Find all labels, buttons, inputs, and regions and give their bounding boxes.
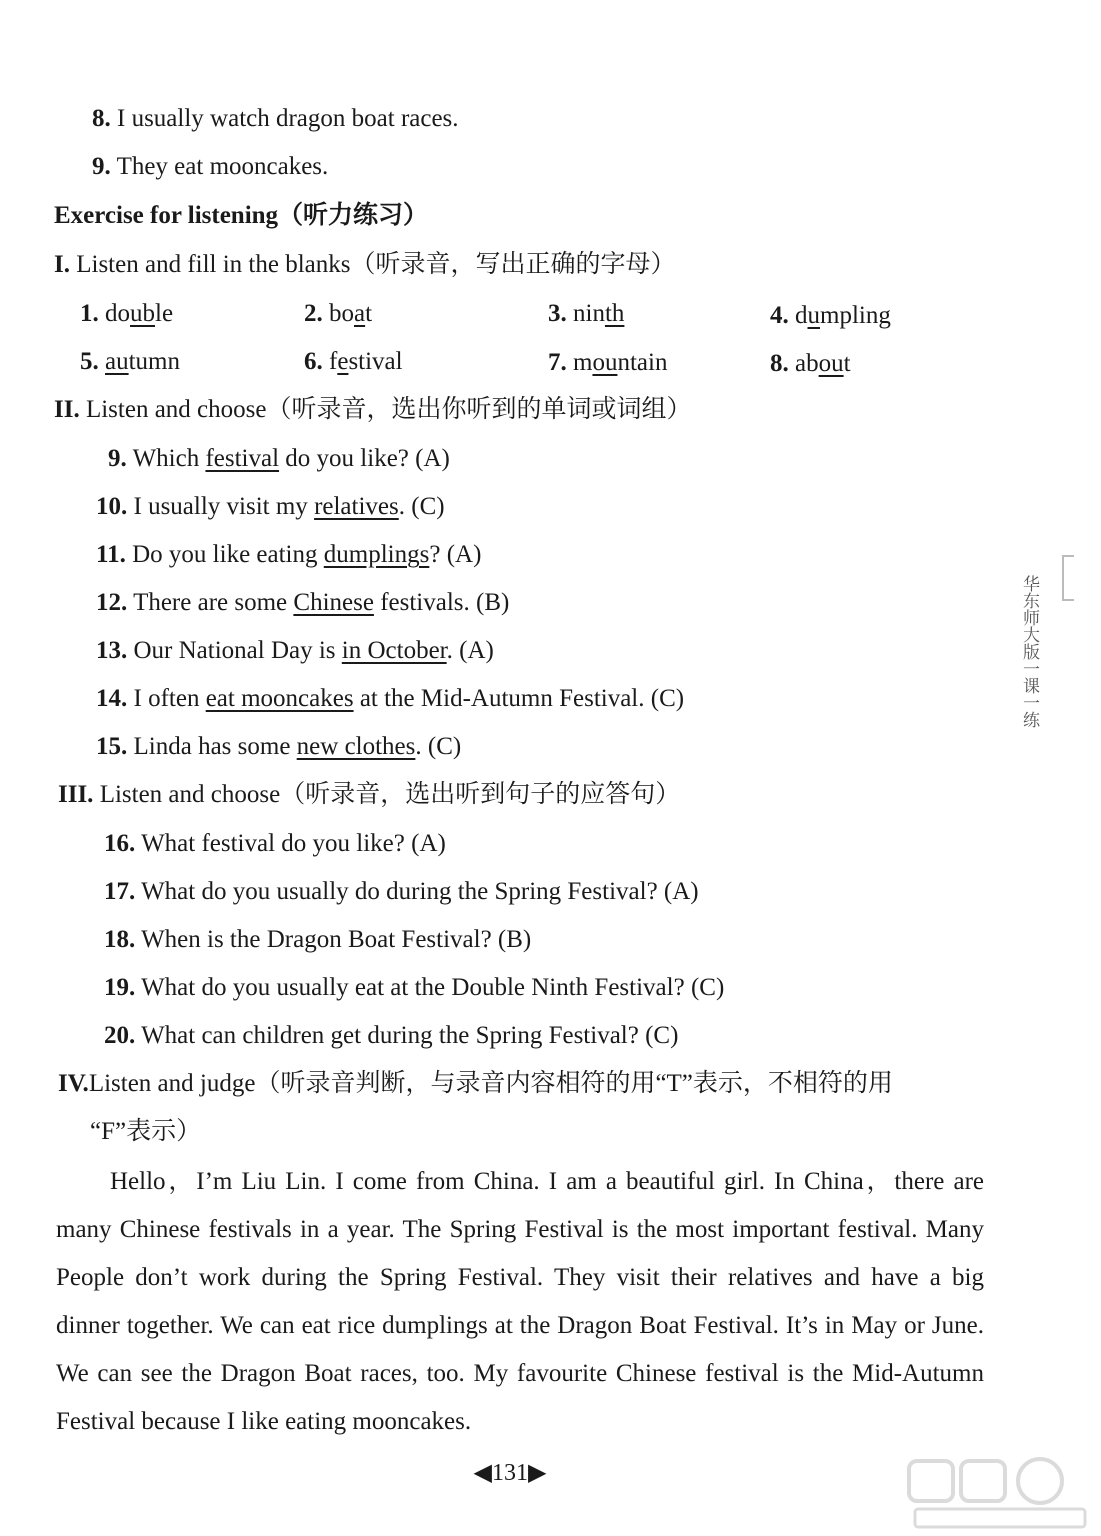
answer-letters: e: [337, 348, 349, 375]
item-number: 4.: [770, 302, 789, 329]
word-pre: nin: [573, 300, 605, 327]
choose-item-14: [96, 684, 684, 714]
item-text: What do you usually eat at the Double Ninth Festival? (C): [141, 974, 725, 1001]
item-number: 12.: [96, 589, 128, 616]
choose-item-9: [108, 444, 450, 474]
fill-item-1: [80, 299, 173, 329]
item-text: What festival do you like? (A): [141, 830, 446, 857]
part4-heading-text: Listen and judge（听录音判断，与录音内容相符的用“T”表示，不相符的用: [88, 1070, 893, 1097]
sentence-pre: I often: [133, 685, 206, 712]
item-number: 9.: [92, 153, 111, 180]
sentence-post: . (A): [446, 637, 494, 664]
listening-passage: [56, 1158, 984, 1446]
part1-heading: [54, 250, 676, 280]
part3-heading-number: III.: [58, 781, 94, 808]
item-number: 19.: [104, 974, 136, 1001]
word-pre: ab: [795, 350, 819, 377]
item-number: 6.: [304, 348, 323, 375]
heard-word: dumplings: [323, 541, 430, 568]
item-text: I usually watch dragon boat races.: [117, 105, 459, 132]
word-post: ntain: [617, 349, 668, 376]
word-post: t: [365, 300, 373, 327]
heard-word: relatives: [314, 493, 399, 520]
heard-word: in October: [341, 637, 447, 664]
part3-heading: [58, 780, 680, 810]
sentence-post: at the Mid-Autumn Festival. (C): [353, 685, 685, 712]
word-post: le: [155, 300, 174, 327]
part1-heading-text: Listen and fill in the blanks（听录音，写出正确的字母）: [76, 251, 676, 278]
word-pre: do: [105, 300, 130, 327]
item-number: 16.: [104, 830, 136, 857]
word-pre: d: [795, 302, 808, 329]
item-number: 11.: [96, 541, 126, 568]
part2-heading-number: II.: [54, 396, 80, 423]
part2-heading-text: Listen and choose（听录音，选出你听到的单词或词组）: [85, 396, 692, 423]
answer-letters: au: [105, 348, 129, 375]
part1-heading-number: I.: [54, 251, 70, 278]
item-number: 14.: [96, 685, 128, 712]
choose-item-15: [96, 732, 461, 762]
fill-item-5: [80, 347, 180, 377]
page-number: ◀131▶: [473, 1460, 547, 1486]
item-number: 9.: [108, 445, 127, 472]
heard-word: Chinese: [293, 589, 374, 616]
sentence-post: ? (A): [429, 541, 482, 568]
fill-item-7: [548, 348, 667, 378]
item-number: 5.: [80, 348, 99, 375]
part4-heading-number: IV.: [58, 1070, 89, 1097]
item-number: 20.: [104, 1022, 136, 1049]
sentence-pre: There are some: [133, 589, 294, 616]
item-number: 13.: [96, 637, 128, 664]
choose-item-13: [96, 636, 494, 666]
answer-letters: a: [354, 300, 366, 327]
item-number: 7.: [548, 349, 567, 376]
answer-letters: u: [807, 302, 820, 329]
word-pre: bo: [329, 300, 354, 327]
sentence-post: festivals. (B): [373, 589, 510, 616]
word-pre: m: [573, 349, 593, 376]
answer-letters: ub: [130, 300, 155, 327]
heard-word: new clothes: [296, 733, 416, 760]
item-text: What do you usually do during the Spring Festival? (A): [141, 878, 699, 905]
intro-line-9: [92, 152, 328, 182]
item-number: 8.: [92, 105, 111, 132]
part4-heading: [58, 1069, 893, 1099]
item-text: They eat mooncakes.: [116, 153, 329, 180]
heard-word: festival: [205, 445, 280, 472]
part2-heading: [54, 395, 691, 425]
intro-line-8: [92, 104, 459, 134]
fill-item-2: [304, 299, 372, 329]
word-post: mpling: [820, 302, 891, 329]
choose-item-11: [96, 540, 481, 570]
item-number: 1.: [80, 300, 99, 327]
response-item-17: [104, 877, 699, 907]
word-pre: f: [329, 348, 338, 375]
passage-text: Hello，I’m Liu Lin. I come from China. I am a beautiful girl. In China，there are many Chinese festivals in a year. The Spring Festival is the most important festival. Many People don’t work during the Spring Festival. They visit their relatives and have a big dinner together. We can eat rice dumplings at the Dragon Boat Festival. It’s in May or June. We can see the Dragon Boat races, too. My favourite Chinese festival is the Mid-Autumn Festival because I like eating mooncakes.: [56, 1168, 984, 1435]
choose-item-10: [96, 492, 445, 522]
item-number: 10.: [96, 493, 128, 520]
fill-item-8: [770, 349, 851, 379]
edge-tab-marker: [1062, 555, 1074, 601]
watermark-logo-icon: [905, 1455, 1095, 1533]
item-text: When is the Dragon Boat Festival? (B): [141, 926, 532, 953]
answer-letters: ou: [592, 349, 618, 376]
item-number: 8.: [770, 350, 789, 377]
choose-item-12: [96, 588, 509, 618]
response-item-20: [104, 1021, 678, 1051]
word-post: tumn: [128, 348, 181, 375]
item-text: What can children get during the Spring Festival? (C): [141, 1022, 679, 1049]
section-title: Exercise for listening（听力练习）: [54, 202, 429, 229]
item-number: 3.: [548, 300, 567, 327]
response-item-18: [104, 925, 531, 955]
sentence-post: do you like? (A): [279, 445, 450, 472]
sentence-pre: Do you like eating: [132, 541, 324, 568]
sentence-post: . (C): [415, 733, 462, 760]
sentence-pre: I usually visit my: [133, 493, 315, 520]
side-series-label: 华东师大版一课一练: [1019, 575, 1039, 728]
item-number: 18.: [104, 926, 136, 953]
item-number: 17.: [104, 878, 136, 905]
item-number: 15.: [96, 733, 128, 760]
answer-letters: th: [604, 300, 625, 327]
word-post: t: [843, 350, 851, 377]
word-post: stival: [348, 348, 403, 375]
response-item-19: [104, 973, 724, 1003]
sentence-pre: Linda has some: [133, 733, 297, 760]
fill-item-6: [304, 347, 403, 377]
answer-letters: ou: [818, 350, 844, 377]
fill-item-4: [770, 301, 891, 331]
sentence-post: . (C): [398, 493, 445, 520]
part4-heading-continued: “F”表示）: [90, 1118, 202, 1145]
part3-heading-text: Listen and choose（听录音，选出听到句子的应答句）: [99, 781, 681, 808]
heard-word: eat mooncakes: [205, 685, 354, 712]
response-item-16: [104, 829, 446, 859]
fill-item-3: [548, 299, 624, 329]
sentence-pre: Which: [132, 445, 206, 472]
item-number: 2.: [304, 300, 323, 327]
sentence-pre: Our National Day is: [133, 637, 342, 664]
